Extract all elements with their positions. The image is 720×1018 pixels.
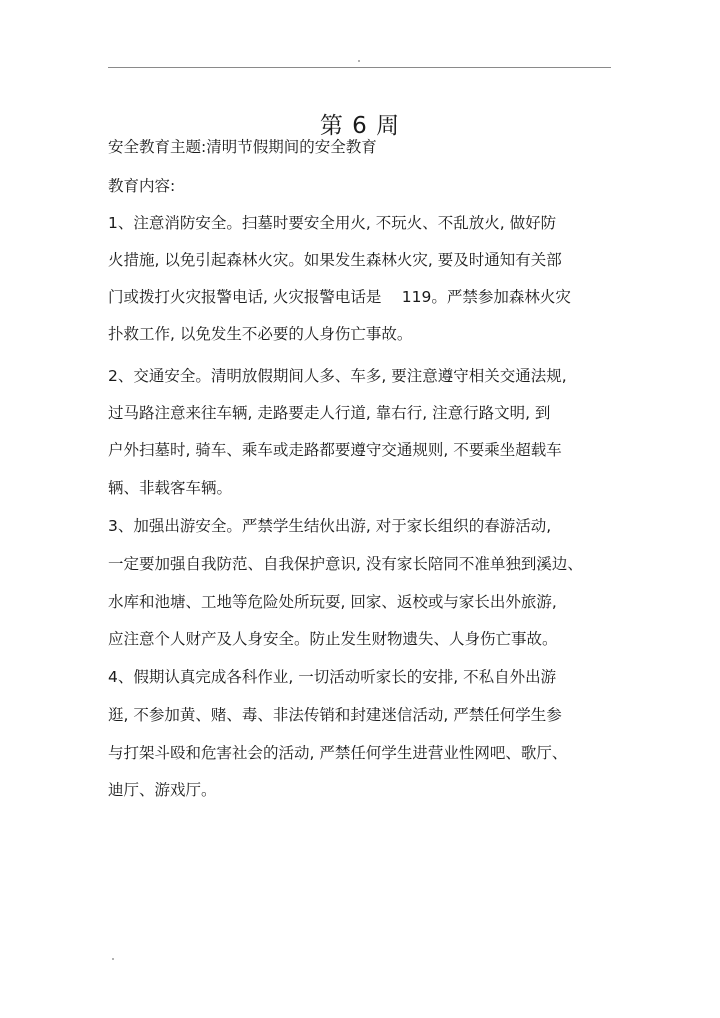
page-title: 第 6 周 (319, 113, 401, 140)
body-line-16: 迪厅、游戏厅。 (108, 781, 217, 799)
body-line-14: 逛, 不参加黄、赌、毒、非法传销和封建迷信活动, 严禁任何学生参 (108, 706, 562, 724)
footer-dot (112, 958, 114, 960)
body-line-10: 一定要加强自我防范、自我保护意识, 没有家长陪同不准单独到溪边、 (108, 555, 583, 573)
body-line-4: 扑救工作, 以免发生不必要的人身伤亡事故。 (108, 325, 413, 343)
theme-line: 安全教育主题:清明节假期间的安全教育 (108, 138, 377, 156)
body-line-11: 水库和池塘、工地等危险处所玩耍, 回家、返校或与家长出外旅游, (108, 593, 557, 611)
body-line-1: 1、注意消防安全。扫墓时要安全用火, 不玩火、不乱放火, 做好防 (108, 214, 557, 232)
body-line-8: 辆、非载客车辆。 (108, 479, 233, 497)
body-line-13: 4、假期认真完成各科作业, 一切活动听家长的安排, 不私自外出游 (108, 668, 557, 686)
body-line-6: 过马路注意来往车辆, 走路要走人行道, 靠右行, 注意行路文明, 到 (108, 404, 551, 422)
body-line-2: 火措施, 以免引起森林火灾。如果发生森林火灾, 要及时通知有关部 (108, 251, 562, 269)
body-line-12: 应注意个人财产及人身安全。防止发生财物遗失、人身伤亡事故。 (108, 630, 558, 648)
header-dot (358, 60, 360, 62)
header-rule (108, 67, 611, 68)
content-label: 教育内容: (108, 177, 176, 195)
body-line-9: 3、加强出游安全。严禁学生结伙出游, 对于家长组织的春游活动, (108, 517, 552, 535)
body-line-5: 2、交通安全。清明放假期间人多、车多, 要注意遵守相关交通法规, (108, 367, 567, 385)
body-line-7: 户外扫墓时, 骑车、乘车或走路都要遵守交通规则, 不要乘坐超载车 (108, 441, 562, 459)
body-line-15: 与打架斗殴和危害社会的活动, 严禁任何学生进营业性网吧、歌厅、 (108, 744, 568, 762)
body-line-3: 门或拨打火灾报警电话, 火灾报警电话是 119。严禁参加森林火灾 (108, 288, 571, 306)
